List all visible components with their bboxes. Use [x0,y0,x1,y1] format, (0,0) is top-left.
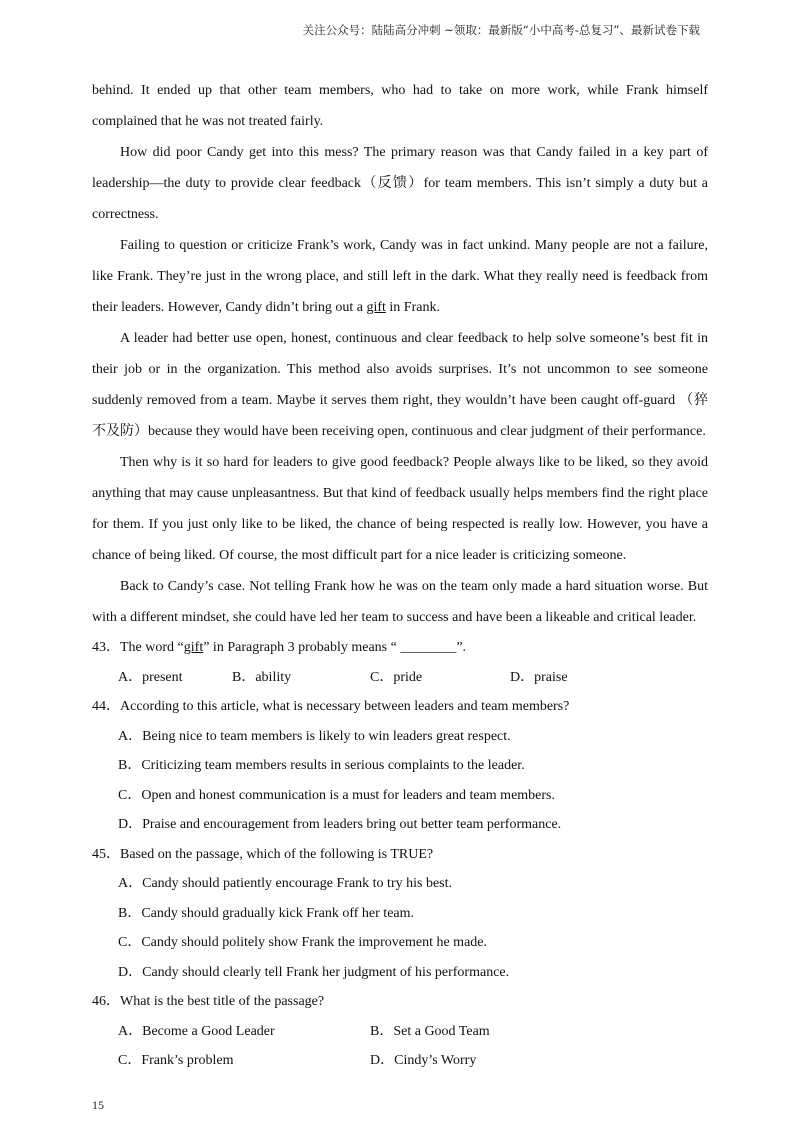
question-43-word: gift [183,640,204,655]
option-44-c[interactable]: C．Open and honest communication is a must for leaders and team members. [118,787,556,803]
question-46: 46．What is the best title of the passage? [92,994,325,1009]
option-43-a[interactable]: A．present [118,669,183,685]
question-43-options [92,663,708,693]
option-44-a[interactable]: A．Being nice to team members is likely to win leaders great respect. [118,728,511,744]
option-44-b[interactable]: B．Criticizing team members results in serious complaints to the leader. [118,758,525,773]
underlined-word-gift: gift [366,300,386,315]
question-43-prefix: 43．The word “ [92,640,184,655]
option-43-d[interactable]: D．praise [510,669,568,685]
option-45-d[interactable]: D．Candy should clearly tell Frank her judgment of his performance. [118,964,510,980]
question-45: 45．Based on the passage, which of the following is TRUE? [92,846,434,862]
option-46-d[interactable]: D．Cindy’s Worry [370,1053,477,1068]
paragraph-5: Then why is it so hard for leaders to give good feedback? People always like to be liked, so they avoid anything that may cause unpleasantness. But that kind of feedback usually helps members find the right place for them. If you just only like to be liked, the chance of being respected is really low. However, you have a chance of being liked. Of course, the most difficult part for a nice leader is criticizing someone. [92,455,708,563]
option-46-a[interactable]: A．Become a Good Leader [118,1023,275,1039]
question-43 [92,633,708,663]
option-45-c[interactable]: C．Candy should politely show Frank the improvement he made. [118,935,488,950]
option-43-c[interactable]: C．pride [370,669,423,685]
question-44: 44．According to this article, what is necessary between leaders and team members? [92,699,570,714]
option-45-a[interactable]: A．Candy should patiently encourage Frank to try his best. [118,876,452,891]
question-46-options-row-1 [92,1017,708,1047]
question-43-suffix: ” in Paragraph 3 probably means “ ________”. [203,640,467,655]
page-header: 关注公众号：陆陆高分冲刺 ~领取：最新版“小中高考-总复习”、最新试卷下载 [302,23,700,37]
page-number: 15 [92,1098,104,1112]
paragraph-3 [92,230,708,323]
paragraph-2: How did poor Candy get into this mess? The primary reason was that Candy failed in a key part of leadership—the duty to provide clear feedback（反馈）for team members. This isn’t simply a duty but a correctness. [92,145,708,222]
option-44-d[interactable]: D．Praise and encouragement from leaders bring out better team performance. [118,817,562,832]
option-46-c[interactable]: C．Frank’s problem [118,1053,234,1068]
paragraph-1: behind. It ended up that other team members, who had to take on more work, while Frank himself complained that he was not treated fairly. [92,83,708,129]
question-46-options-row-2 [92,1046,708,1076]
paragraph-3-text: Failing to question or criticize Frank’s work, Candy was in fact unkind. Many people are not a failure, like Frank. They’re just in the wrong place, and still left in the dark. What they really need is feedback from their leaders. However, Candy didn’t bring out a [92,238,708,315]
paragraph-3-tail: in Frank. [385,300,440,315]
option-46-b[interactable]: B．Set a Good Team [370,1023,490,1039]
option-45-b[interactable]: B．Candy should gradually kick Frank off her team. [118,905,415,921]
paragraph-6: Back to Candy’s case. Not telling Frank how he was on the team only made a hard situation worse. But with a different mindset, she could have led her team to success and have been a likeable and critical leader. [92,579,708,625]
document-body [92,75,708,1076]
option-43-b[interactable]: B．ability [232,669,292,685]
paragraph-4: A leader had better use open, honest, continuous and clear feedback to help solve someone’s best fit in their job or in the organization. This method also avoids surprises. It’s not uncommon to see someone suddenly removed from a team. Maybe it serves them right, they wouldn’t have been caught off-guard （猝不及防）because they would have been receiving open, continuous and clear judgment of their performance. [92,331,708,439]
